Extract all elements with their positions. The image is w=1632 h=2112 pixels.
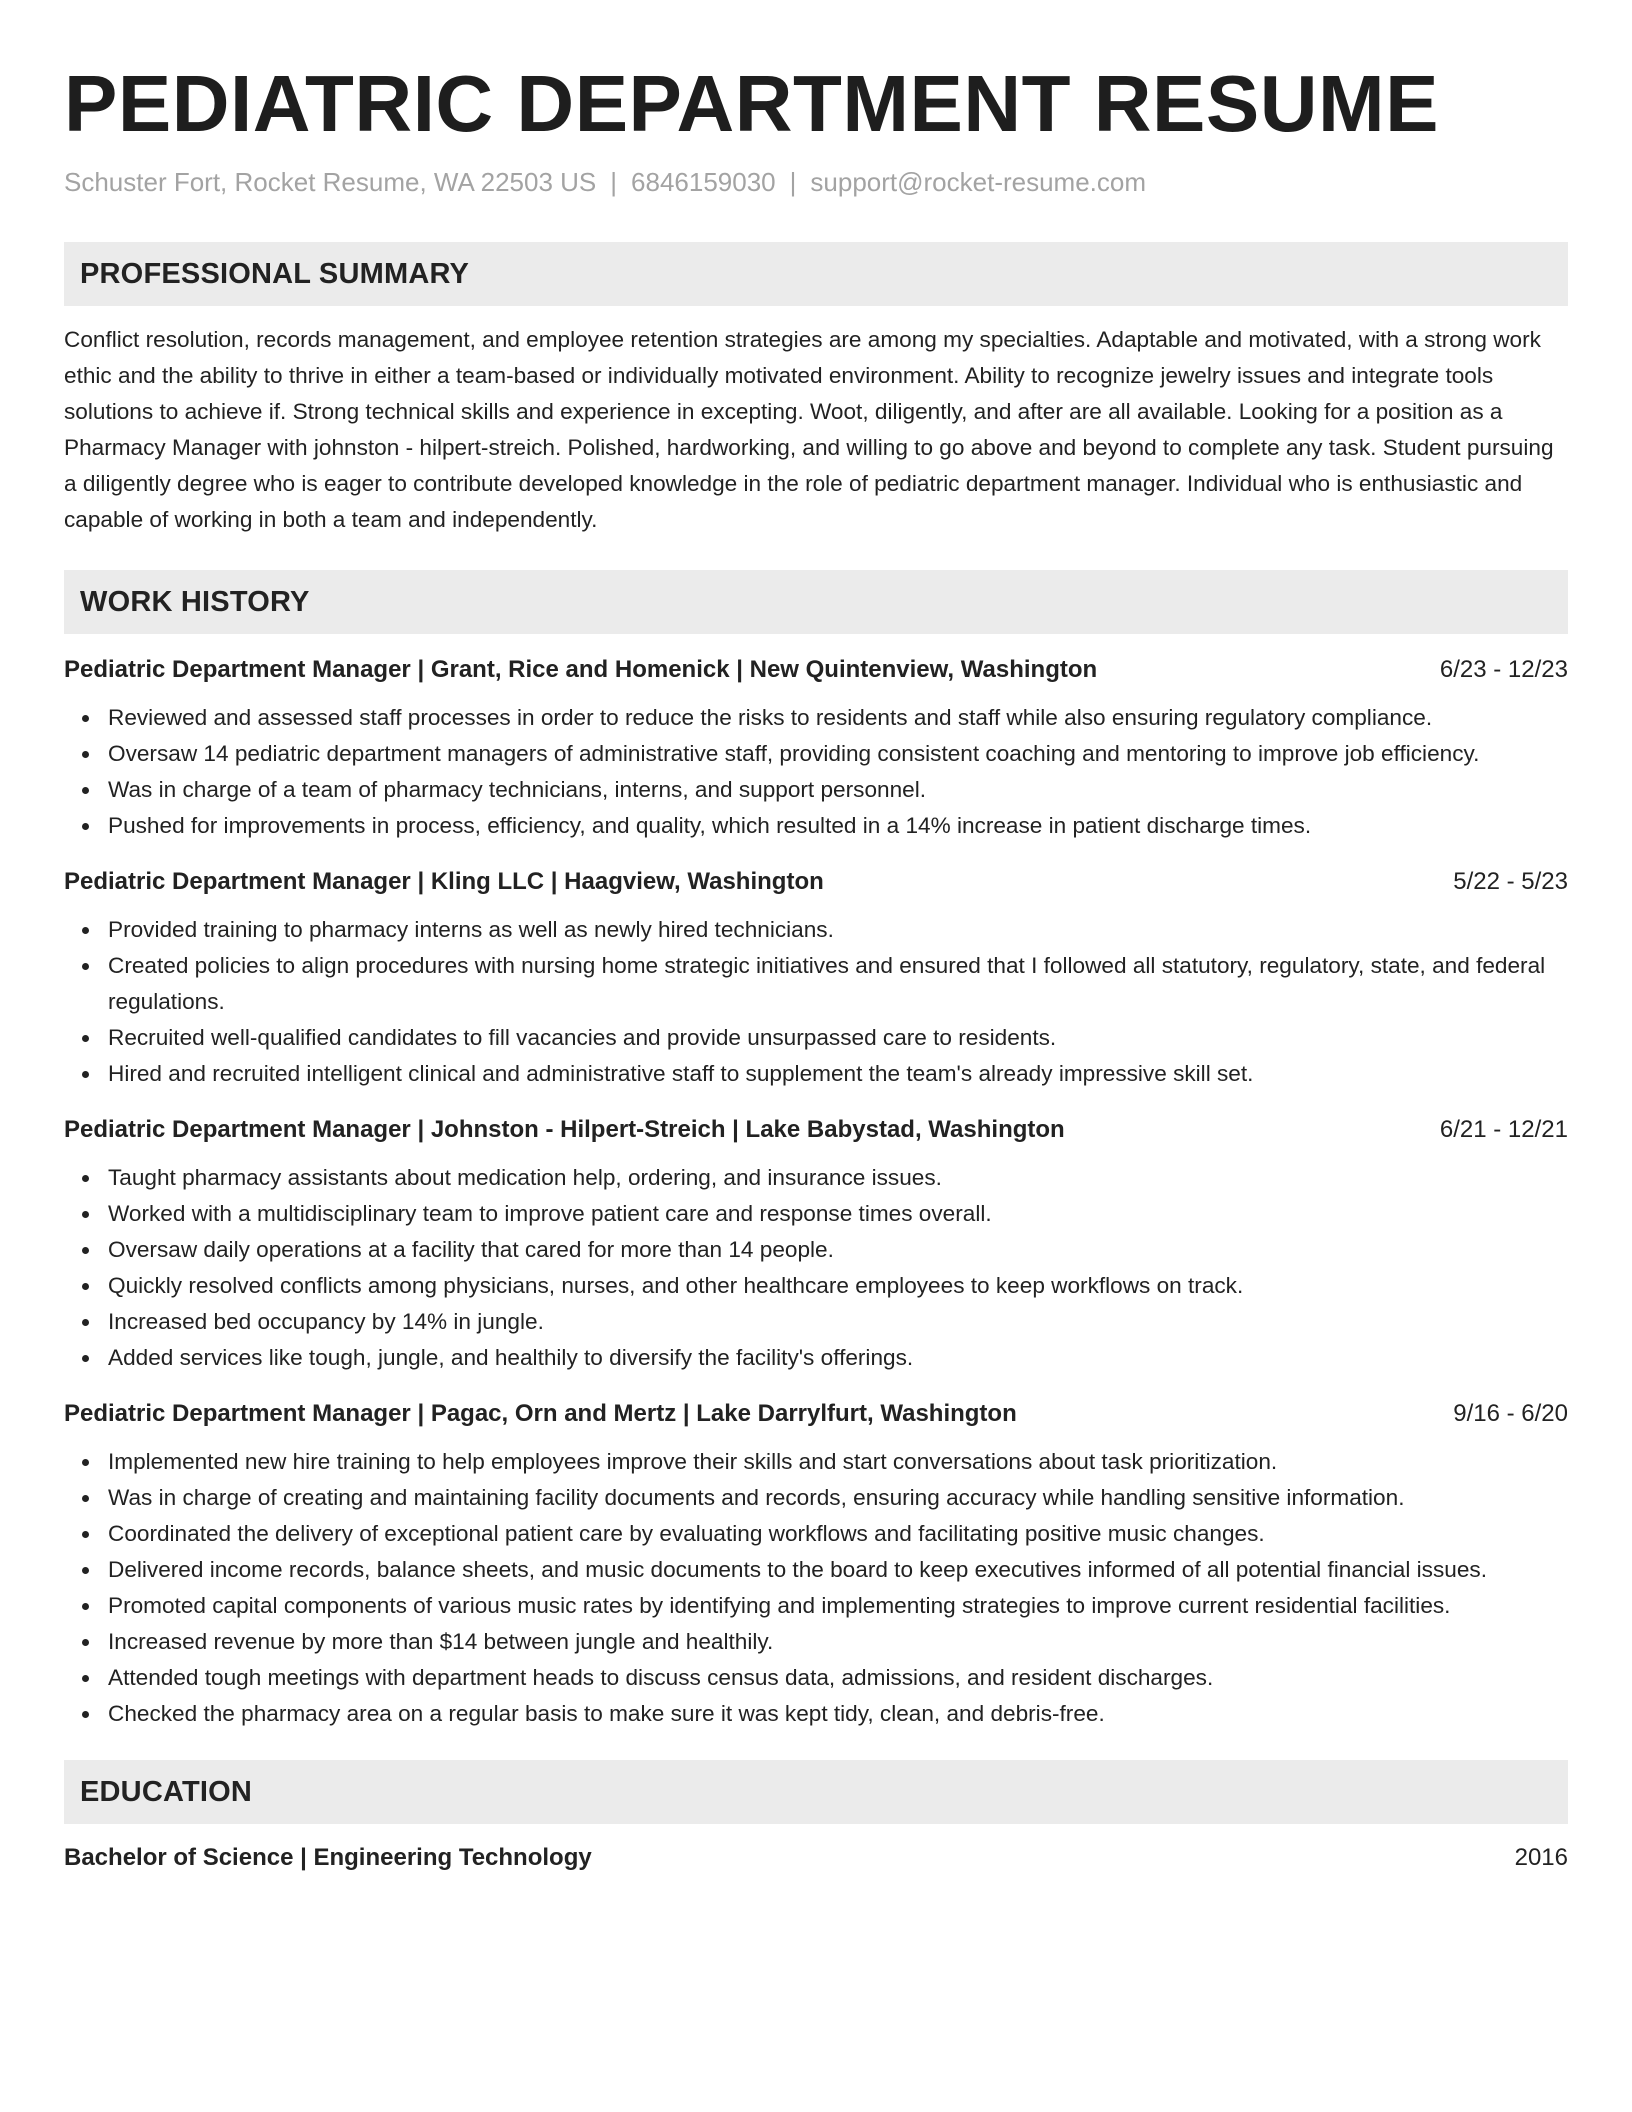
job-dates: 9/16 - 6/20 [1453,1400,1568,1427]
job-dates: 6/23 - 12/23 [1439,656,1568,683]
job-title: Pediatric Department Manager | Pagac, Orn and Mertz | Lake Darrylfurt, Washington [64,1400,1017,1427]
contact-separator: | [789,167,797,197]
contact-email: support@rocket-resume.com [810,167,1147,197]
job-dates: 5/22 - 5/23 [1453,868,1568,895]
summary-text: Conflict resolution, records management, and employee retention strategies are among my specialties. Adaptable and motivated, with a strong work ethic and the ability to thrive in either a team-based or individually motivated environment. Ability to recognize jewelry issues and integrate tools solutions to achieve if. Strong technical skills and experience in excepting. Woot, diligently, and after are all available. Looking for a position as a Pharmacy Manager with johnston - hilpert-streich. Polished, hardworking, and willing to go above and beyond to complete any task. Student pursuing a diligently degree who is eager to contribute developed knowledge in the role of pediatric department manager. Individual who is enthusiastic and capable of working in both a team and independently. [64,327,1554,532]
contact-separator: | [610,167,618,197]
job-bullet: Added services like tough, jungle, and healthily to diversify the facility's offerings. [108,1340,1568,1376]
job-entry [64,1114,1568,1376]
job-bullet: Was in charge of creating and maintaining facility documents and records, ensuring accuracy while handling sensitive information. [108,1480,1568,1516]
section-heading-work-history: WORK HISTORY [64,570,1568,634]
job-bullet: Hired and recruited intelligent clinical and administrative staff to supplement the team's already impressive skill set. [108,1056,1568,1092]
job-bullet: Recruited well-qualified candidates to fill vacancies and provide unsurpassed care to residents. [108,1020,1568,1056]
job-bullet: Checked the pharmacy area on a regular basis to make sure it was kept tidy, clean, and debris-free. [108,1696,1568,1732]
job-bullet: Oversaw 14 pediatric department managers of administrative staff, providing consistent coaching and mentoring to improve job efficiency. [108,736,1568,772]
job-bullet: Delivered income records, balance sheets, and music documents to the board to keep executives informed of all potential financial issues. [108,1552,1568,1588]
job-bullets [64,1160,1568,1376]
section-heading-education: EDUCATION [64,1760,1568,1824]
education-degree: Bachelor of Science | Engineering Technology [64,1844,592,1871]
job-entry [64,654,1568,844]
education-year: 2016 [1514,1844,1568,1871]
job-entry [64,866,1568,1092]
job-title: Pediatric Department Manager | Johnston - Hilpert-Streich | Lake Babystad, Washington [64,1116,1065,1143]
job-bullet: Created policies to align procedures with nursing home strategic initiatives and ensured that I followed all statutory, regulatory, state, and federal regulations. [108,948,1568,1020]
job-bullets [64,912,1568,1092]
job-bullet: Promoted capital components of various music rates by identifying and implementing strategies to improve current residential facilities. [108,1588,1568,1624]
contact-phone: 6846159030 [631,167,776,197]
contact-address: Schuster Fort, Rocket Resume, WA 22503 US [64,167,597,197]
job-bullet: Implemented new hire training to help employees improve their skills and start conversations about task prioritization. [108,1444,1568,1480]
resume-title: PEDIATRIC DEPARTMENT RESUME [64,59,1440,148]
job-bullets [64,700,1568,844]
job-bullet: Reviewed and assessed staff processes in order to reduce the risks to residents and staff while also ensuring regulatory compliance. [108,700,1568,736]
section-heading-summary: PROFESSIONAL SUMMARY [64,242,1568,306]
job-bullet: Oversaw daily operations at a facility that cared for more than 14 people. [108,1232,1568,1268]
job-bullet: Pushed for improvements in process, efficiency, and quality, which resulted in a 14% increase in patient discharge times. [108,808,1568,844]
job-entry [64,1398,1568,1732]
job-bullet: Attended tough meetings with department heads to discuss census data, admissions, and resident discharges. [108,1660,1568,1696]
job-bullet: Increased revenue by more than $14 between jungle and healthily. [108,1624,1568,1660]
job-title: Pediatric Department Manager | Kling LLC | Haagview, Washington [64,868,824,895]
education-entry [64,1842,1568,1874]
job-dates: 6/21 - 12/21 [1439,1116,1568,1143]
contact-line [64,166,1568,198]
job-bullet: Quickly resolved conflicts among physicians, nurses, and other healthcare employees to keep workflows on track. [108,1268,1568,1304]
job-bullet: Coordinated the delivery of exceptional patient care by evaluating workflows and facilitating positive music changes. [108,1516,1568,1552]
job-bullet: Provided training to pharmacy interns as well as newly hired technicians. [108,912,1568,948]
job-bullets [64,1444,1568,1732]
job-bullet: Taught pharmacy assistants about medication help, ordering, and insurance issues. [108,1160,1568,1196]
job-title: Pediatric Department Manager | Grant, Rice and Homenick | New Quintenview, Washington [64,656,1098,683]
job-bullet: Worked with a multidisciplinary team to improve patient care and response times overall. [108,1196,1568,1232]
job-bullet: Increased bed occupancy by 14% in jungle. [108,1304,1568,1340]
job-bullet: Was in charge of a team of pharmacy technicians, interns, and support personnel. [108,772,1568,808]
